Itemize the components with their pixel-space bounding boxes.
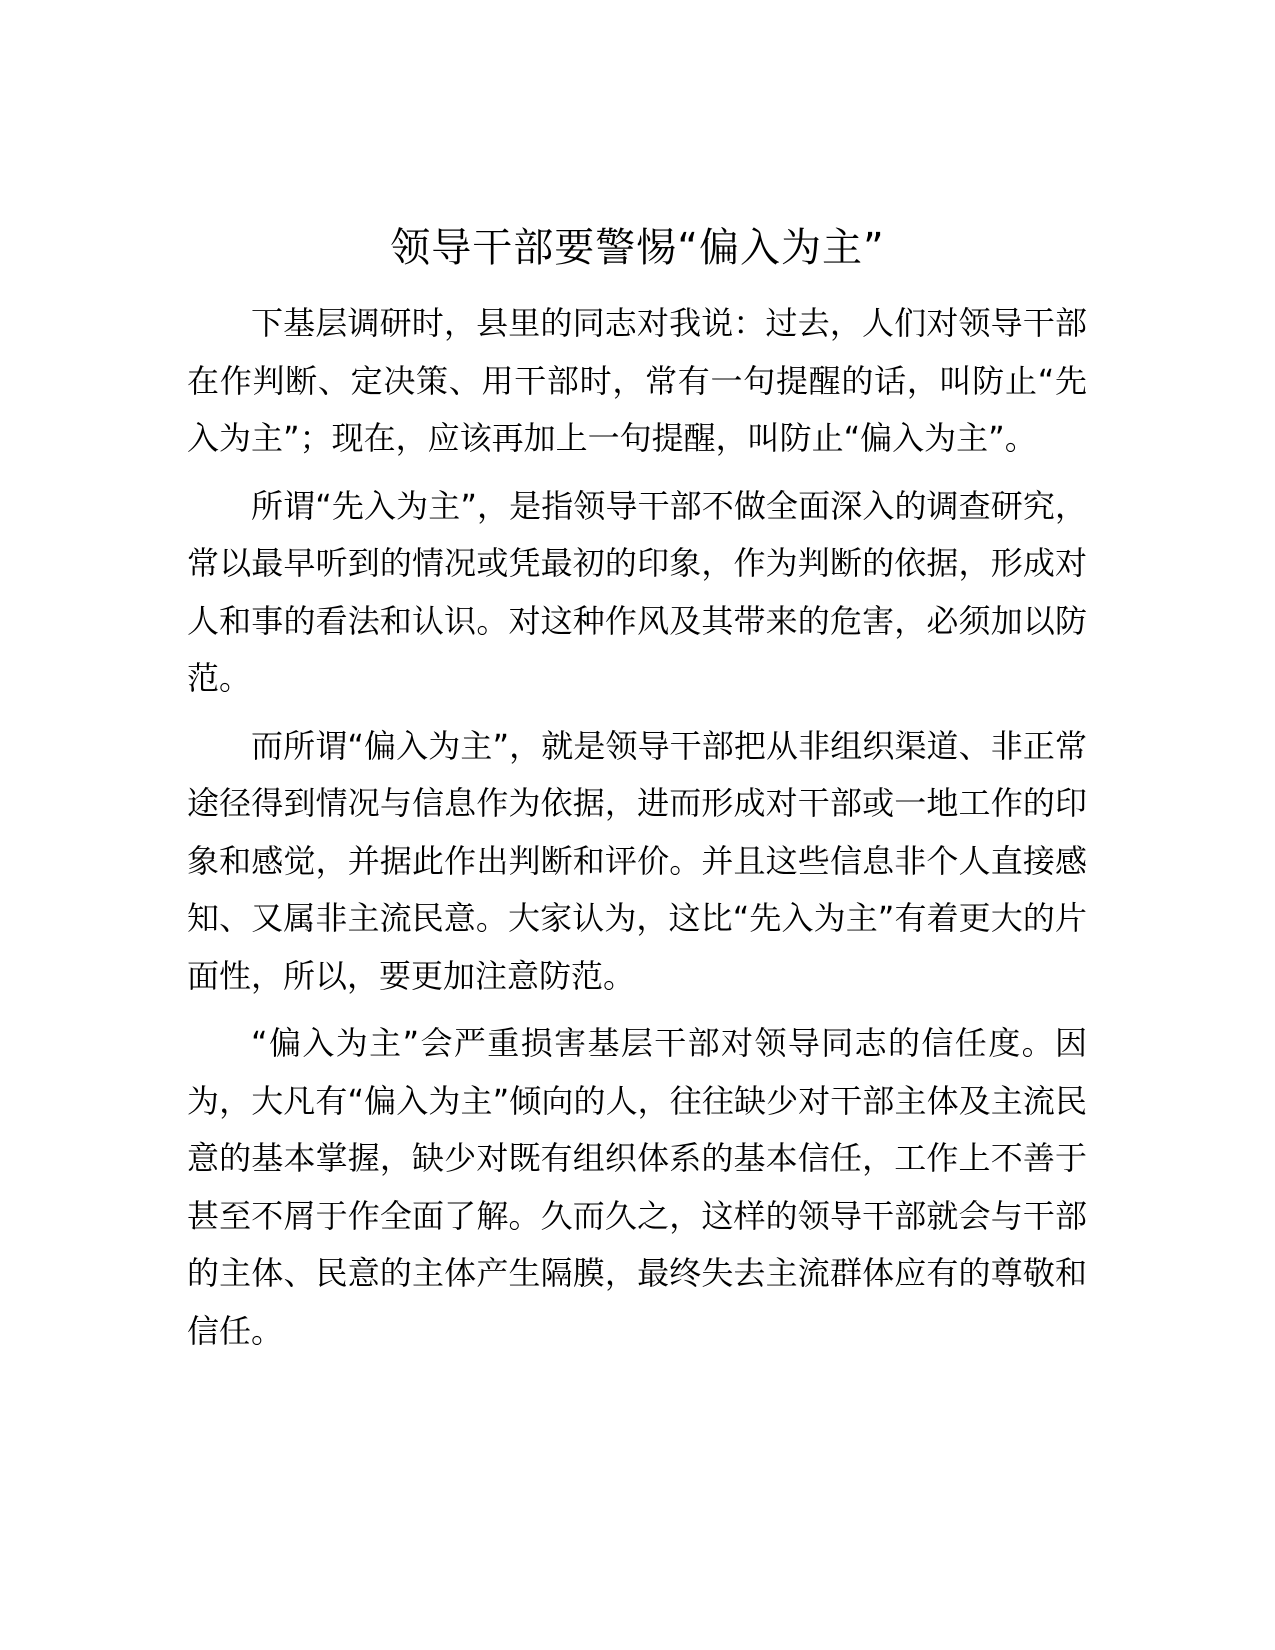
- document-body: [187, 295, 1087, 1370]
- paragraph-3: 而所谓“偏入为主”，就是领导干部把从非组织渠道、非正常途径得到情况与信息作为依据，进而形成对干部或一地工作的印象和感觉，并据此作出判断和评价。并且这些信息非个人直接感知、又属非主流民意。大家认为，这比“先入为主”有着更大的片面性，所以，要更加注意防范。: [187, 726, 1087, 995]
- document-title: 领导干部要警惕“偏入为主”: [390, 225, 885, 271]
- paragraph-1: 下基层调研时，县里的同志对我说：过去，人们对领导干部在作判断、定决策、用干部时，常有一句提醒的话，叫防止“先入为主”；现在，应该再加上一句提醒，叫防止“偏入为主”。: [187, 304, 1087, 457]
- paragraph-2: 所谓“先入为主”，是指领导干部不做全面深入的调查研究，常以最早听到的情况或凭最初的印象，作为判断的依据，形成对人和事的看法和认识。对这种作风及其带来的危害，必须加以防范。: [187, 486, 1087, 697]
- paragraph-4: “偏入为主”会严重损害基层干部对领导同志的信任度。因为，大凡有“偏入为主”倾向的人，往往缺少对干部主体及主流民意的基本掌握，缺少对既有组织体系的基本信任，工作上不善于甚至不屑于作全面了解。久而久之，这样的领导干部就会与干部的主体、民意的主体产生隔膜，最终失去主流群体应有的尊敬和信任。: [187, 1024, 1087, 1350]
